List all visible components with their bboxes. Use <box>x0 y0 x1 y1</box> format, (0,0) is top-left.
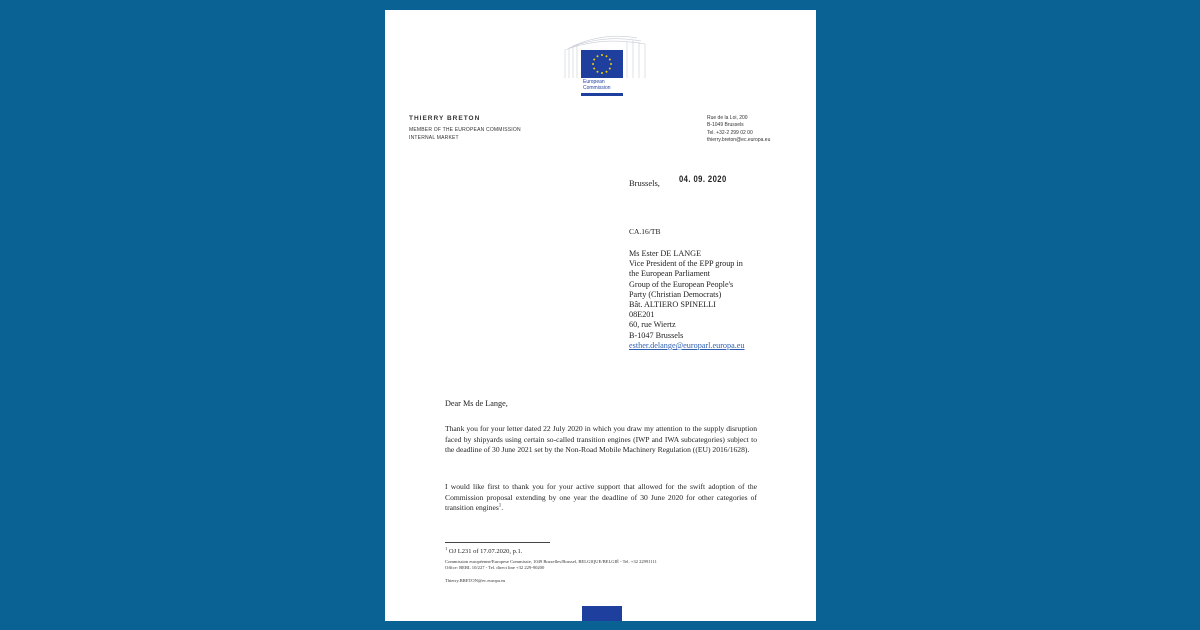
footnote-text: OJ L231 of 17.07.2020, p.1. <box>448 548 523 556</box>
recipient-line: Bât. ALTIERO SPINELLI <box>629 300 716 310</box>
footnote-reference: 1 <box>498 503 502 509</box>
recipient-line: B-1047 Brussels <box>629 330 684 340</box>
logo-underline <box>581 93 623 96</box>
recipient-line: Group of the European People's <box>629 279 734 289</box>
recipient-email-link[interactable]: esther.delange@europarl.europa.eu <box>629 340 745 350</box>
body-paragraph-2: I would like first to thank you for your active support that allowed for the swift adoption of the Commission proposal extending by one year the deadline of 30 June 2020 for other categories of transition engines$^1$. <box>445 482 757 512</box>
footnote-divider <box>445 542 550 543</box>
footer-address: Commission européenne/Europese Commissie, 1049 Bruxelles/Brussel, BELGIQUE/BELGIË - Tel. +32 22991111 <box>445 559 657 564</box>
logo-line-2: Commission <box>583 85 611 91</box>
bottom-blue-bar <box>582 606 622 621</box>
recipient-line: 08E201 <box>629 310 655 320</box>
logo-text <box>583 79 611 91</box>
recipient-line: Party (Christian Democrats) <box>629 289 722 299</box>
sender-title: MEMBER OF THE EUROPEAN COMMISSION <box>409 127 521 133</box>
footnote <box>445 546 522 555</box>
footnote-marker: 1 <box>445 546 448 551</box>
recipient-line: the European Parliament <box>629 269 710 279</box>
recipient-line: 60, rue Wiertz <box>629 320 676 330</box>
address-city: B-1049 Brussels <box>707 122 744 129</box>
logo-line-1: European <box>583 79 605 85</box>
footer-email: Thierry.BRETON@ec.europa.eu <box>445 578 506 583</box>
eu-flag-icon <box>581 50 623 78</box>
letter-reference: CA.16/TB <box>629 227 661 236</box>
recipient-block <box>629 249 745 351</box>
letter-footer <box>445 559 657 571</box>
letter-page <box>385 10 816 621</box>
letter-date-stamp: 04. 09. 2020 <box>679 174 727 184</box>
sender-block <box>409 115 521 142</box>
paragraph-2-text: I would like first to thank you for your active support that allowed for the swift adoption of the Commission proposal extending by one year the deadline of 30 June 2020 for other categories of transition engines <box>445 482 757 512</box>
recipient-line: Ms Ester DE LANGE <box>629 249 702 258</box>
sender-name: THIERRY BRETON <box>409 115 481 122</box>
address-tel: Tel. +32-2 299 02 00 <box>707 129 753 136</box>
address-street: Rue de la Loi, 200 <box>707 115 748 121</box>
address-email: thierry.breton@ec.europa.eu <box>707 136 771 143</box>
body-paragraph-1: Thank you for your letter dated 22 July 2020 in which you draw my attention to the supply disruption faced by shipyards using certain so-called transition engines (IWP and IWA subcategories) subject to the deadline of 30 June 2021 set by the Non-Road Mobile Machinery Regulation ((EU) 2016/1628). <box>445 424 757 454</box>
footer-office: Office: BERL 10/227 - Tel. direct line +32 229-90200 <box>445 565 545 570</box>
recipient-line: Vice President of the EPP group in <box>629 259 743 269</box>
sender-address <box>707 115 770 144</box>
european-commission-logo <box>561 30 661 108</box>
salutation: Dear Ms de Lange, <box>445 399 508 408</box>
sender-portfolio: INTERNAL MARKET <box>409 135 459 141</box>
letter-place: Brussels, <box>629 178 660 188</box>
